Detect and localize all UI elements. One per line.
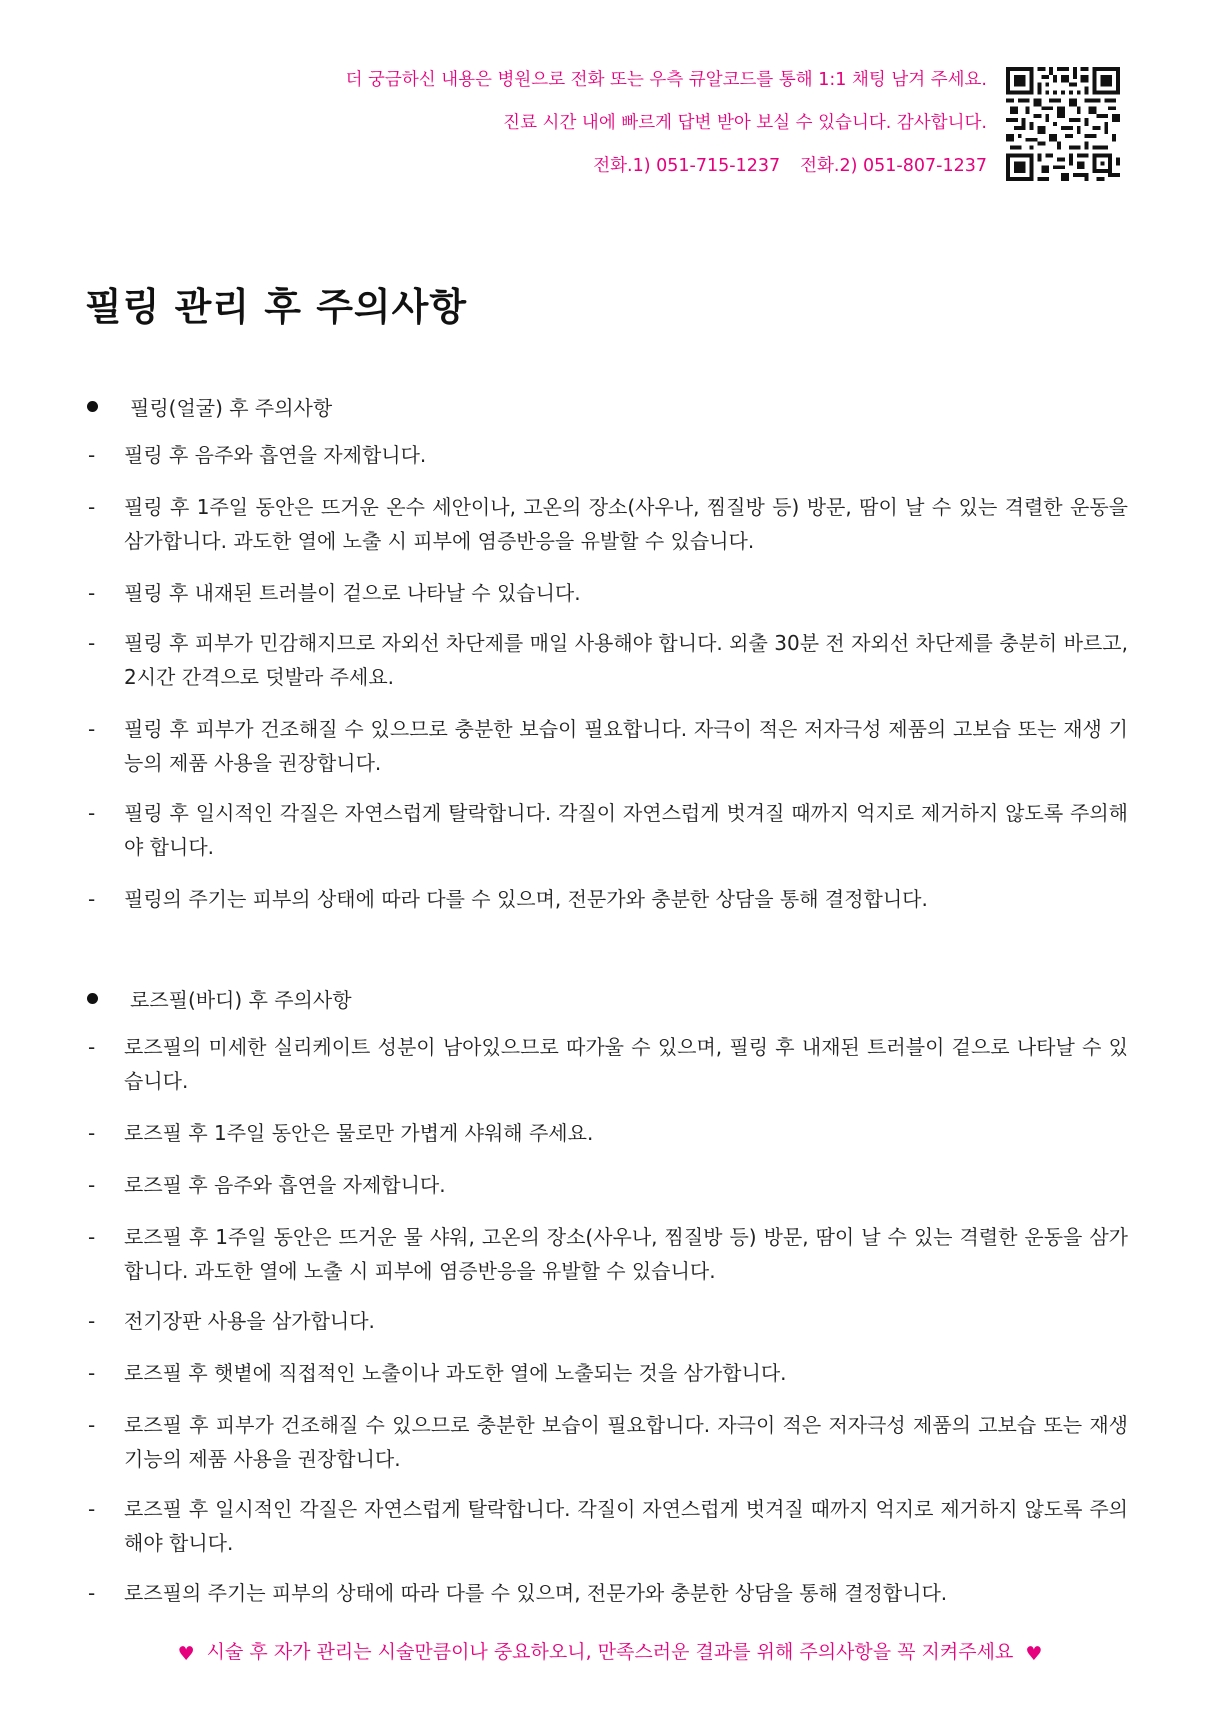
list-item [88,712,1128,780]
list-item [88,1220,1128,1288]
bullet-icon [87,993,98,1004]
page-title: 필링 관리 후 주의사항 [85,285,468,329]
phone-numbers [593,158,987,175]
list-item [88,576,1128,610]
footer-message: 시술 후 자가 관리는 시술만큼이나 중요하오니, 만족스러운 결과를 위해 주의사항을 꼭 지켜주세요 [206,1641,1014,1663]
list-item [88,1030,1128,1098]
dash-bullet: - [88,1173,96,1197]
dash-bullet: - [88,1413,96,1437]
contact-line-1: 더 궁금하신 내용은 병원으로 전화 또는 우측 큐알코드를 통해 1:1 채팅 남겨 주세요. [345,70,987,90]
item-text: 로즈필의 주기는 피부의 상태에 따라 다를 수 있으며, 전문가와 충분한 상담을 통해 결정합니다. [124,1581,948,1605]
dash-bullet: - [88,717,96,741]
bullet-icon [87,401,98,412]
item-text: 로즈필 후 음주와 흡연을 자제합니다. [124,1173,446,1197]
item-text: 필링의 주기는 피부의 상태에 따라 다를 수 있으며, 전문가와 충분한 상담을 통해 결정합니다. [124,887,928,911]
qr-code-icon[interactable] [1006,67,1120,181]
dash-bullet: - [88,1581,96,1605]
item-text: 필링 후 일시적인 각질은 자연스럽게 탈락합니다. 각질이 자연스럽게 벗겨질 때까지 억지로 제거하지 않도록 주의해야 합니다. [124,801,1128,859]
contact-line-2: 진료 시간 내에 빠르게 답변 받아 보실 수 있습니다. 감사합니다. [503,113,987,133]
dash-bullet: - [88,1309,96,1333]
item-text: 전기장판 사용을 삼가합니다. [124,1309,375,1333]
item-text: 필링 후 1주일 동안은 뜨거운 온수 세안이나, 고온의 장소(사우나, 찜질방 등) 방문, 땀이 날 수 있는 격렬한 운동을 삼가합니다. 과도한 열에 노출 시 피부에 염증반응을 유발할 수 있습니다. [124,495,1128,553]
heart-icon: ♥ [1025,1643,1043,1665]
list-item [88,1116,1128,1150]
list-item [88,490,1128,558]
item-text: 로즈필의 미세한 실리케이트 성분이 남아있으므로 따가울 수 있으며, 필링 후 내재된 트러블이 겉으로 나타날 수 있습니다. [124,1035,1128,1093]
dash-bullet: - [88,801,96,825]
dash-bullet: - [88,495,96,519]
dash-bullet: - [88,1497,96,1521]
dash-bullet: - [88,1225,96,1249]
item-text: 로즈필 후 햇볕에 직접적인 노출이나 과도한 열에 노출되는 것을 삼가합니다. [124,1361,787,1385]
dash-bullet: - [88,1035,96,1059]
item-text: 필링 후 피부가 민감해지므로 자외선 차단제를 매일 사용해야 합니다. 외출 30분 전 자외선 차단제를 충분히 바르고, 2시간 간격으로 덧발라 주세요. [124,631,1128,689]
section-heading-label: 필링(얼굴) 후 주의사항 [130,396,333,420]
list-item [88,796,1128,864]
dash-bullet: - [88,581,96,605]
item-text: 로즈필 후 1주일 동안은 물로만 가볍게 샤워해 주세요. [124,1121,594,1145]
list-item [88,1168,1128,1202]
item-text: 필링 후 내재된 트러블이 겉으로 나타날 수 있습니다. [124,581,581,605]
item-text: 로즈필 후 피부가 건조해질 수 있으므로 충분한 보습이 필요합니다. 자극이 적은 저자극성 제품의 고보습 또는 재생 기능의 제품 사용을 권장합니다. [124,1413,1128,1471]
dash-bullet: - [88,631,96,655]
dash-bullet: - [88,1121,96,1145]
list-item [88,882,1128,916]
list-item [88,626,1128,694]
item-text: 필링 후 음주와 흡연을 자제합니다. [124,443,427,467]
list-item [88,1356,1128,1390]
phone-1[interactable]: 전화.1) 051-715-1237 [593,156,781,176]
dash-bullet: - [88,443,96,467]
footer-note [0,1637,1220,1665]
section-heading-label: 로즈필(바디) 후 주의사항 [130,988,352,1012]
dash-bullet: - [88,1361,96,1385]
list-item [88,1492,1128,1560]
phone-2[interactable]: 전화.2) 051-807-1237 [800,156,987,176]
dash-bullet: - [88,887,96,911]
heart-icon: ♥ [177,1643,195,1665]
list-item [88,438,1128,472]
section-heading-body [87,984,352,1013]
item-text: 필링 후 피부가 건조해질 수 있으므로 충분한 보습이 필요합니다. 자극이 적은 저자극성 제품의 고보습 또는 재생 기능의 제품 사용을 권장합니다. [124,717,1128,775]
list-item [88,1576,1128,1610]
section-heading-face [87,392,332,421]
list-item [88,1304,1128,1338]
list-item [88,1408,1128,1476]
item-text: 로즈필 후 1주일 동안은 뜨거운 물 샤워, 고온의 장소(사우나, 찜질방 등) 방문, 땀이 날 수 있는 격렬한 운동을 삼가합니다. 과도한 열에 노출 시 피부에 염증반응을 유발할 수 있습니다. [124,1225,1128,1283]
item-text: 로즈필 후 일시적인 각질은 자연스럽게 탈락합니다. 각질이 자연스럽게 벗겨질 때까지 억지로 제거하지 않도록 주의해야 합니다. [124,1497,1128,1555]
